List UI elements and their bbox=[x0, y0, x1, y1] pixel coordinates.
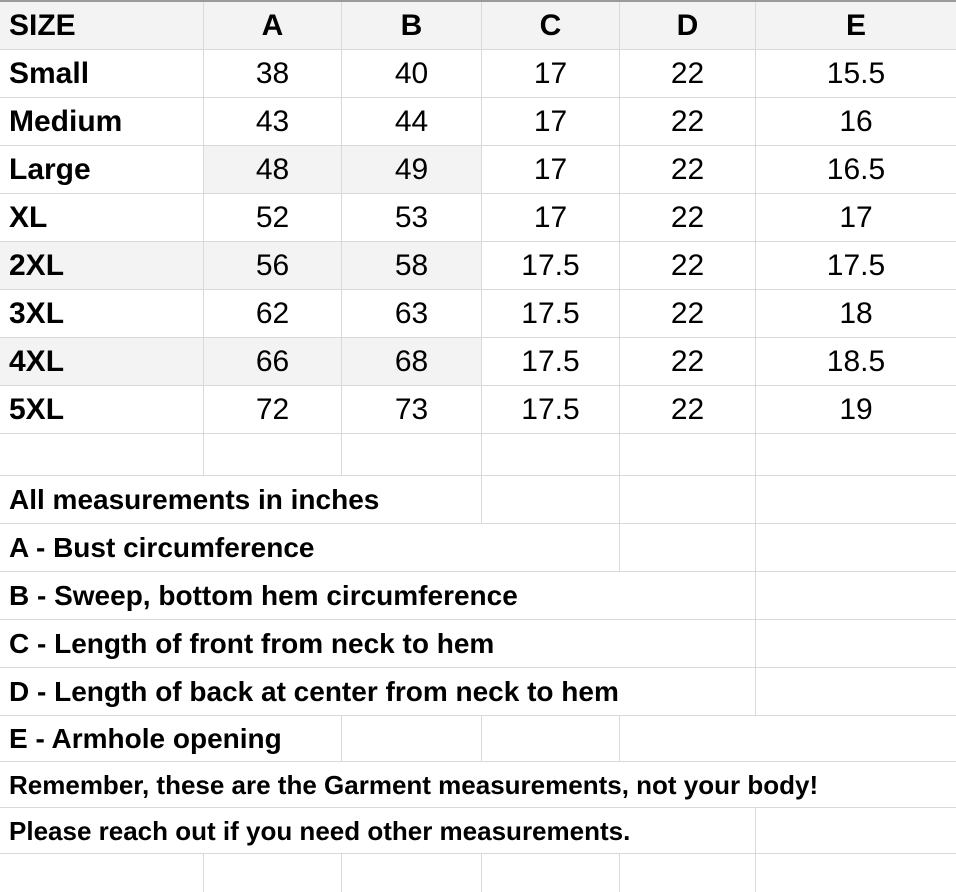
table-cell: 17.5 bbox=[521, 344, 580, 378]
table-cell: 22 bbox=[670, 248, 705, 282]
table-cell: 18 bbox=[839, 296, 873, 330]
table-cell: 22 bbox=[670, 296, 705, 330]
column-header-e: E bbox=[845, 8, 866, 42]
legend-a: A - Bust circumference bbox=[0, 524, 480, 571]
table-cell: 53 bbox=[394, 200, 429, 234]
table-cell: 16.5 bbox=[826, 152, 886, 186]
size-label-5xl: 5XL bbox=[9, 392, 65, 426]
contact-note: Please reach out if you need other measurements. bbox=[0, 808, 754, 853]
table-cell: 43 bbox=[255, 104, 290, 138]
table-cell: 22 bbox=[670, 344, 705, 378]
table-cell: 40 bbox=[394, 56, 429, 90]
table-cell: 22 bbox=[670, 56, 705, 90]
table-cell: 19 bbox=[839, 392, 873, 426]
table-cell: 22 bbox=[670, 392, 705, 426]
size-column-header: SIZE bbox=[9, 8, 76, 42]
legend-e: E - Armhole opening bbox=[0, 716, 340, 761]
table-cell: 17.5 bbox=[521, 392, 580, 426]
legend-b: B - Sweep, bottom hem circumference bbox=[0, 572, 618, 619]
table-cell: 63 bbox=[394, 296, 429, 330]
table-cell: 17.5 bbox=[521, 248, 580, 282]
size-label-small: Small bbox=[9, 56, 90, 90]
table-cell: 72 bbox=[255, 392, 290, 426]
table-cell: 17 bbox=[533, 104, 568, 138]
table-cell: 22 bbox=[670, 104, 705, 138]
column-header-b: B bbox=[400, 8, 423, 42]
table-cell: 17 bbox=[533, 56, 568, 90]
table-cell: 16 bbox=[839, 104, 873, 138]
column-header-d: D bbox=[676, 8, 699, 42]
table-cell: 18.5 bbox=[826, 344, 886, 378]
size-label-large: Large bbox=[9, 152, 91, 186]
size-label-3xl: 3XL bbox=[9, 296, 65, 330]
table-cell: 17 bbox=[533, 200, 568, 234]
table-cell: 17 bbox=[839, 200, 873, 234]
table-cell: 15.5 bbox=[826, 56, 886, 90]
column-header-c: C bbox=[539, 8, 562, 42]
legend-c: C - Length of front from neck to hem bbox=[0, 620, 618, 667]
table-cell: 52 bbox=[255, 200, 290, 234]
table-cell: 17.5 bbox=[826, 248, 886, 282]
table-cell: 22 bbox=[670, 152, 705, 186]
table-cell: 22 bbox=[670, 200, 705, 234]
size-label-xl: XL bbox=[9, 200, 48, 234]
units-note: All measurements in inches bbox=[0, 476, 480, 523]
table-cell: 17.5 bbox=[521, 296, 580, 330]
table-cell: 44 bbox=[394, 104, 429, 138]
size-label-2xl: 2XL bbox=[9, 248, 65, 282]
table-cell: 48 bbox=[255, 152, 290, 186]
garment-reminder-note: Remember, these are the Garment measurements, not your body! bbox=[0, 762, 956, 807]
table-cell: 49 bbox=[394, 152, 429, 186]
size-label-medium: Medium bbox=[9, 104, 123, 138]
size-label-4xl: 4XL bbox=[9, 344, 65, 378]
legend-d: D - Length of back at center from neck to hem bbox=[0, 668, 754, 715]
table-cell: 73 bbox=[394, 392, 429, 426]
table-cell: 66 bbox=[255, 344, 290, 378]
table-cell: 62 bbox=[255, 296, 290, 330]
table-cell: 38 bbox=[255, 56, 290, 90]
table-cell: 68 bbox=[394, 344, 429, 378]
column-header-a: A bbox=[261, 8, 284, 42]
table-cell: 17 bbox=[533, 152, 568, 186]
table-cell: 58 bbox=[394, 248, 429, 282]
table-cell: 56 bbox=[255, 248, 290, 282]
